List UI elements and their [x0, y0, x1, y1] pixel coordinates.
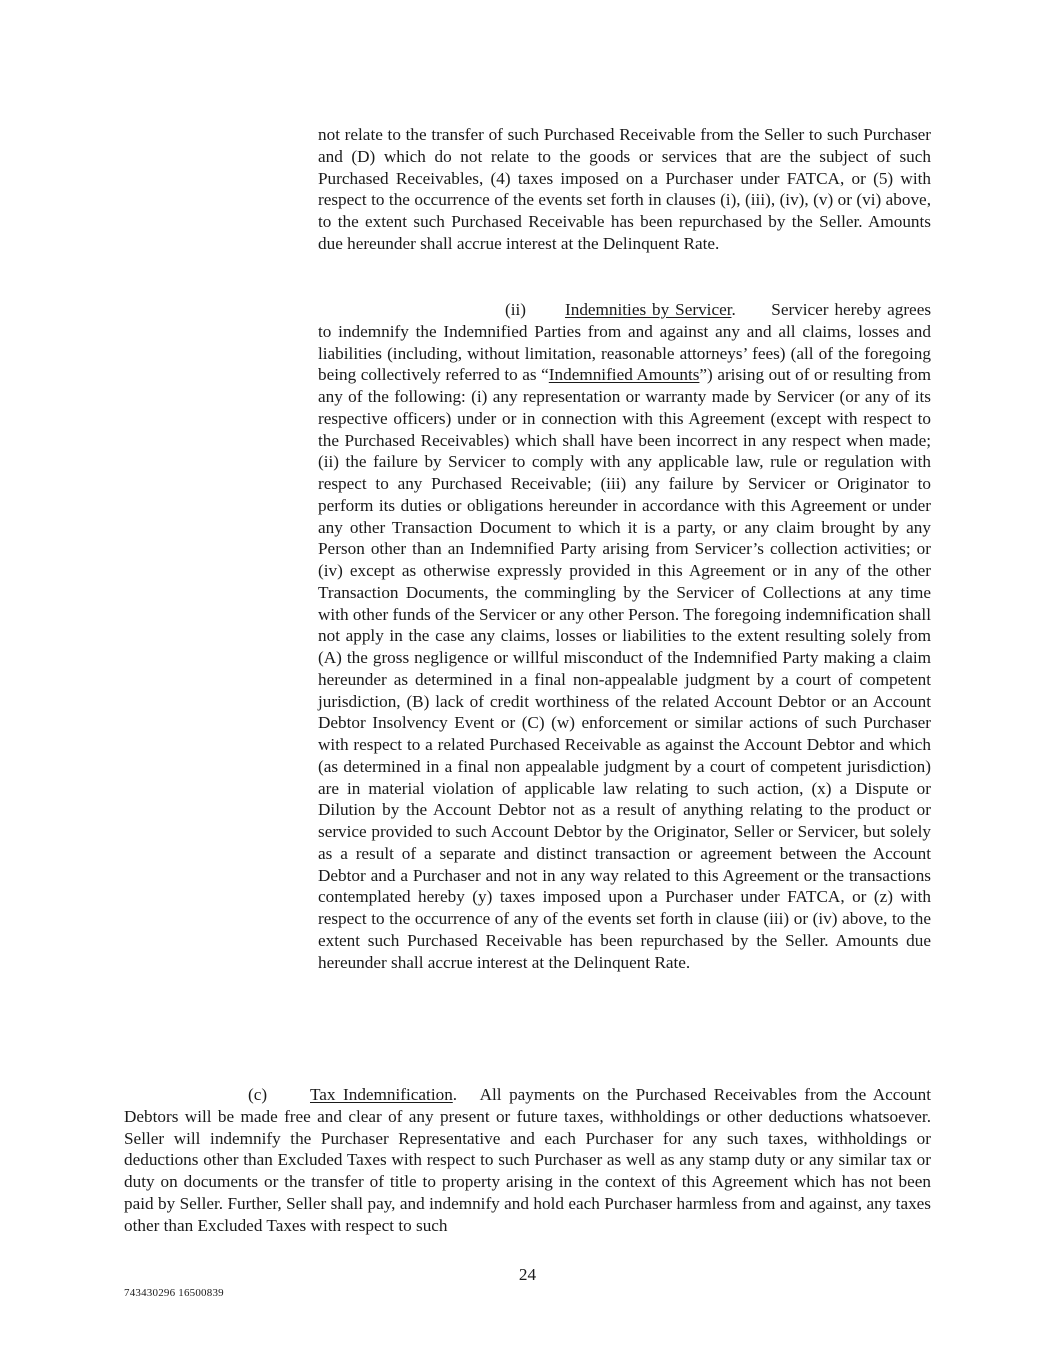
section-ii-paragraph: (ii) Indemnities by Servicer. Servicer hereby agrees to indemnify the Indemnified Parties from and against any and all claims, losses and liabilities (including, without limitation, reasonable attorneys’ fees) (all of the foregoing being collectively referred to as “Indemnified Amounts”) arising out of or resulting from any of the following: (i) any representation or warranty made by Servicer (or any of its respective officers) under or in connection with this Agreement (except with respect to the Purchased Receivables) which shall have been incorrect in any respect when made; (ii) the failure by Servicer to comply with any applicable law, rule or regulation with respect to any Purchased Receivable; (iii) any failure by Servicer or Originator to perform its duties or obligations hereunder in accordance with this Agreement or under any other Transaction Document to which it is a party, or any claim brought by any Person other than an Indemnified Party arising from Servicer’s collection activities; or (iv) except as otherwise expressly provided in this Agreement or in any of the other Transaction Documents, the commingling by the Servicer of Collections at any time with other funds of the Servicer or any other Person. The foregoing indemnification shall not apply in the case any claims, losses or liabilities to the extent resulting solely from (A) the gross negligence or willful misconduct of the Indemnified Party making a claim hereunder as determined in a final non-appealable judgment by a court of competent jurisdiction, (B) lack of credit worthiness of the related Account Debtor or an Account Debtor Insolvency Event or (C) (w) enforcement or similar actions of such Purchaser with respect to a related Purchased Receivable as against the Account Debtor and which (as determined in a final non appealable judgment by a court of competent jurisdiction) are in material violation of applicable law relating to such action, (x) a Dispute or Dilution by the Account Debtor not as a result of anything relating to the product or service provided to such Account Debtor by the Originator, Seller or Servicer, but solely as a result of a separate and distinct transaction or agreement between the Account Debtor and a Purchaser and not in any way related to this Agreement or the transactions contemplated hereby (y) taxes imposed upon a Purchaser under FATCA, or (z) with respect to the occurrence of any of the events set forth in clause (iii) or (iv) above, to the extent such Purchased Receivable has been repurchased by the Seller. Amounts due hereunder shall accrue interest at the Delinquent Rate.	[318, 300, 932, 972]
page-number: 24	[518, 1265, 537, 1284]
document-id: 743430296 16500839	[124, 1287, 224, 1299]
section-ii-heading: Indemnities by Servicer	[565, 300, 732, 319]
section-ii-number: (ii)	[505, 300, 526, 319]
section-c-number: (c)	[248, 1085, 268, 1104]
defined-term-indemnified-amounts: Indemnified Amounts	[548, 365, 700, 385]
section-ii-body-start: Servicer hereby agrees to indemnify the Indemnified Parties from and against any and all claims, losses and liabilities (including, without limitation, reasonable attorneys’ fees) (all of the foregoing being collectively referred to as “	[318, 300, 932, 385]
section-c-body: All payments on the Purchased Receivables from the Account Debtors will be made free and clear of any present or future taxes, withholdings or other deductions whatsoever. Seller will indemnify the Purchaser Representative and each Purchaser for any such taxes, withholdings or deductions other than Excluded Taxes with respect to such Purchaser as well as any stamp duty or any similar tax or duty on documents or the transfer of title to property arising in the context of this Agreement which has not been paid by Seller. Further, Seller shall pay, and indemnify and hold each Purchaser harmless from and against, any taxes other than Excluded Taxes with respect to such	[124, 1085, 931, 1235]
section-ii-body-rest: ”) arising out of or resulting from any of the following: (i) any representation or warranty made by Servicer (or any of its respective officers) under or in connection with this Agreement (except with respect to the Purchased Receivables) which shall have been incorrect in any respect when made; (ii) the failure by Servicer to comply with any applicable law, rule or regulation with respect to any Purchased Receivable; (iii) any failure by Servicer or Originator to perform its duties or obligations hereunder in accordance with this Agreement or under any other Transaction Document to which it is a party, or any claim brought by any Person other than an Indemnified Party arising from Servicer’s collection activities; or (iv) except as otherwise expressly provided in this Agreement or in any of the other Transaction Documents, the commingling by the Servicer of Collections at any time with other funds of the Servicer or any other Person. The foregoing indemnification shall not apply in the case any claims, losses or liabilities to the extent resulting solely from (A) the gross negligence or willful misconduct of the Indemnified Party making a claim hereunder as determined in a final non-appealable judgment by a court of competent jurisdiction, (B) lack of credit worthiness of the related Account Debtor or an Account Debtor Insolvency Event or (C) (w) enforcement or similar actions of such Purchaser with respect to a related Purchased Receivable as against the Account Debtor and which (as determined in a final non appealable judgment by a court of competent jurisdiction) are in material violation of applicable law relating to such action, (x) a Dispute or Dilution by the Account Debtor not as a result of anything relating to the product or service provided to such Account Debtor by the Originator, Seller or Servicer, but solely as a result of a separate and distinct transaction or agreement between the Account Debtor and a Purchaser and not in any way related to this Agreement or the transactions contemplated hereby (y) taxes imposed upon a Purchaser under FATCA, or (z) with respect to the occurrence of any of the events set forth in clause (iii) or (iv) above, to the extent such Purchased Receivable has been repurchased by the Seller. Amounts due hereunder shall accrue interest at the Delinquent Rate.	[318, 365, 931, 972]
continuation-paragraph: not relate to the transfer of such Purchased Receivable from the Seller to such Purchaser and (D) which do not relate to the goods or services that are the subject of such Purchased Receivables, (4) taxes imposed on a Purchaser under FATCA, or (5) with respect to the occurrence of the events set forth in clauses (i), (iii), (iv), (v) or (vi) above, to the extent such Purchased Receivable has been repurchased by the Seller. Amounts due hereunder shall accrue interest at the Delinquent Rate.	[318, 125, 931, 253]
section-c-heading: Tax Indemnification	[310, 1085, 453, 1104]
section-c-paragraph: (c) Tax Indemnification. All payments on the Purchased Receivables from the Account Debtors will be made free and clear of any present or future taxes, withholdings or other deductions whatsoever. Seller will indemnify the Purchaser Representative and each Purchaser for any such taxes, withholdings or deductions other than Excluded Taxes with respect to such Purchaser as well as any stamp duty or any similar tax or duty on documents or the transfer of title to property arising in the context of this Agreement which has not been paid by Seller. Further, Seller shall pay, and indemnify and hold each Purchaser harmless from and against, any taxes other than Excluded Taxes with respect to such	[124, 1085, 931, 1235]
